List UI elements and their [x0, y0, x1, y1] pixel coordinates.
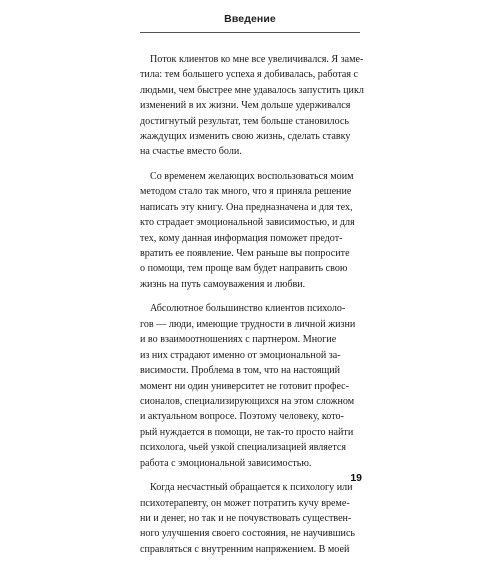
- text-line: написать эту книгу. Она предназначена и для тех,: [140, 201, 353, 213]
- page-number: 19: [350, 472, 362, 484]
- body-text: [140, 52, 364, 566]
- text-line: вратить ее появление. Чем раньше вы попросите: [140, 248, 350, 260]
- text-line: методом стало так много, что я приняла решение: [140, 186, 352, 198]
- text-line: кто страдает эмоциональной зависимостью, и для: [140, 217, 355, 229]
- text-line: тила: тем большего успеха я добивалась, работая с: [140, 69, 359, 81]
- text-line: и актуальном вопросе. Поэтому человеку, кото-: [140, 411, 344, 423]
- paragraph: [140, 301, 360, 470]
- paragraph: [140, 480, 360, 557]
- text-line: достигнутый результат, тем больше становилось: [140, 115, 349, 127]
- text-line: сионалов, специализирующихся на этом сложном: [140, 395, 355, 407]
- text-line: висимости. Проблема в том, что на настоящий: [140, 365, 341, 377]
- text-line: жизнь на путь самоуважения и любви.: [140, 278, 306, 290]
- header-divider: [140, 32, 360, 33]
- text-line: изменений в их жизни. Чем дольше удерживался: [140, 100, 351, 112]
- text-line: рый нуждается в помощи, не так-то просто найти: [140, 426, 354, 438]
- paragraph: [140, 169, 360, 292]
- text-line: Поток клиентов ко мне все увеличивался. Я заме-: [150, 54, 364, 65]
- text-line: тех, кому данная информация поможет предот-: [140, 232, 343, 244]
- paragraph: [140, 52, 364, 160]
- text-line: психотерапевту, он может потратить кучу време-: [140, 497, 350, 509]
- text-line: и во взаимоотношениях с партнером. Многие: [140, 334, 337, 346]
- text-line: жаждущих изменить свою жизнь, сделать ставку: [140, 131, 351, 143]
- text-line: психолога, чьей узкой специализацией является: [140, 442, 347, 454]
- text-line: на счастье вместо боли.: [140, 146, 242, 158]
- text-line: ни и денег, но так и не почувствовать существен-: [140, 512, 352, 524]
- text-line: ного улучшения своего состояния, не научившись: [140, 528, 356, 540]
- text-line: о помощи, тем проще вам будет направить свою: [140, 263, 348, 275]
- running-header: Введение: [224, 13, 276, 25]
- text-line: Со временем желающих воспользоваться моим: [150, 171, 354, 183]
- text-line: гов — люди, имеющие трудности в личной жизни: [140, 318, 356, 330]
- text-line: Абсолютное большинство клиентов психоло-: [150, 303, 346, 315]
- text-line: справляться с внутренним напряжением. В моей: [140, 543, 350, 555]
- text-line: Когда несчастный обращается к психологу или: [150, 482, 353, 494]
- text-line: из них страдают именно от эмоциональной за-: [140, 349, 341, 361]
- text-line: работа с эмоциональной зависимостью.: [140, 457, 312, 469]
- text-line: момент ни один университет не готовит профес-: [140, 380, 350, 392]
- text-line: людьми, чем быстрее мне удавалось запустить цикл: [140, 84, 364, 96]
